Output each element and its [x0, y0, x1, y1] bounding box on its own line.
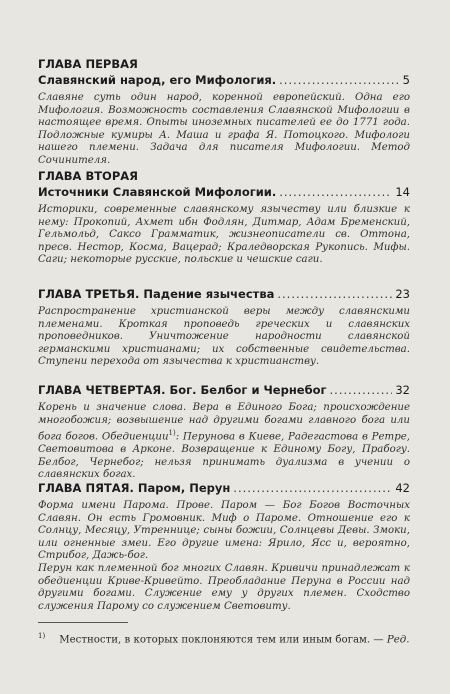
footnote-divider	[38, 622, 128, 623]
chapter-2-label: ГЛАВА ВТОРАЯ	[38, 169, 139, 183]
footnote-ref[interactable]: 1)	[168, 429, 176, 438]
chapter-4-desc-text	[38, 402, 410, 482]
chapter-1-description	[38, 92, 410, 168]
chapter-5	[38, 480, 410, 613]
chapter-5-desc-para-2: Перун как племенной бог многих Славян. Кривичи принадлежат к обедиенции Криве-Кривейто. Преобладание Перуна в России над другими богами. Служение ему у других племен. Сходство служения Парому со служением Световиту.	[38, 562, 410, 612]
chapter-1	[38, 56, 410, 168]
chapter-2-title: Источники Славянской Мифологии.	[38, 185, 277, 199]
chapter-1-title: Славянский народ, его Мифология.	[38, 73, 277, 87]
chapter-2	[38, 168, 410, 267]
footnote-editor: Ред.	[386, 634, 410, 646]
chapter-4-title: ГЛАВА ЧЕТВЕРТАЯ. Бог. Белбог и Чернебог	[38, 383, 327, 397]
leader-dots	[277, 286, 392, 302]
chapter-5-page: 42	[395, 481, 410, 495]
chapter-3-heading[interactable]	[38, 286, 410, 302]
chapter-2-page: 14	[395, 185, 410, 199]
toc-page	[38, 0, 410, 694]
chapter-2-description	[38, 204, 410, 267]
chapter-1-label: ГЛАВА ПЕРВАЯ	[38, 57, 138, 71]
chapter-5-title: ГЛАВА ПЯТАЯ. Паром, Перун	[38, 481, 231, 495]
chapter-1-heading[interactable]	[38, 72, 410, 88]
chapter-3-desc-text: Распространение христианской веры между славянскими племенами. Кроткая проповедь греческих и славянских проповедников. Уничтожение народности славянской германскими христианами; их собственные свидетельства. Ступени перехода от язычества к христианству.	[38, 306, 410, 368]
chapter-4-page: 32	[395, 383, 410, 397]
chapter-4-description	[38, 402, 410, 482]
leader-dots	[279, 72, 400, 88]
chapter-4-heading[interactable]	[38, 382, 410, 398]
chapter-2-desc-text: Историки, современные славянскому язычеству или близкие к нему: Прокопий, Ахмет ибн Фодлян, Дитмар, Адам Бременский, Гельмольд, Саксо Грамматик, жизнеописатели св. Оттона, пресв. Нестор, Косма, Вацерад; Краледворская Рукопись. Мифы. Саги; некоторые русские, польские и чешские саги.	[38, 204, 410, 266]
chapter-3-description	[38, 306, 410, 369]
chapter-3-page: 23	[395, 287, 410, 301]
chapter-1-page: 5	[402, 73, 410, 87]
leader-dots	[330, 382, 393, 398]
chapter-4-desc-part-2: : Перунова в Киеве, Радегастова в Ретре, Световитова в Арконе. Возвращение к Единому Богу, Прабогу. Белбог, Чернебог; нельзя принимать дуализма в учении о славянских богах.	[38, 431, 410, 481]
chapter-1-desc-text: Славяне суть один народ, коренной европейский. Одна его Мифология. Возможность составления Славянской Мифологии в настоящее время. Опыты иноземных писателей ее до 1771 года. Подложные кумиры А. Маша и графа Я. Потоцкого. Мифологи нашего племени. Задача для писателя Мифологии. Метод Сочинителя.	[38, 92, 410, 166]
chapter-3	[38, 286, 410, 369]
chapter-2-heading[interactable]	[38, 184, 410, 200]
chapter-4	[38, 382, 410, 482]
chapter-4-desc-part-1: Корень и значение слова. Вера в Единого Бога; происхождение многобожия; возвышение над другими богами главного бога или бога богов. Обедиенции	[38, 402, 410, 443]
footnote-mark: 1)	[38, 632, 46, 640]
leader-dots	[233, 480, 392, 496]
leader-dots	[279, 184, 392, 200]
chapter-3-title: ГЛАВА ТРЕТЬЯ. Падение язычества	[38, 287, 275, 301]
chapter-5-description	[38, 500, 410, 613]
chapter-5-desc-para-1: Форма имени Парома. Прове. Паром — Бог Богов Восточных Славян. Он есть Громовник. Миф о Пароме. Отношение его к Солнцу, Месяцу, Утреннице; сыны божии, Солнцевы Девы. Змоки, или огненные змеи. Его другие имена: Ярило, Ясс и, вероятно, Стрибог, Дажь-бог.	[38, 500, 410, 562]
footnote-text: Местности, в которых поклоняются тем или иным богам. —	[59, 634, 384, 646]
chapter-5-heading[interactable]	[38, 480, 410, 496]
footnote	[38, 630, 410, 646]
